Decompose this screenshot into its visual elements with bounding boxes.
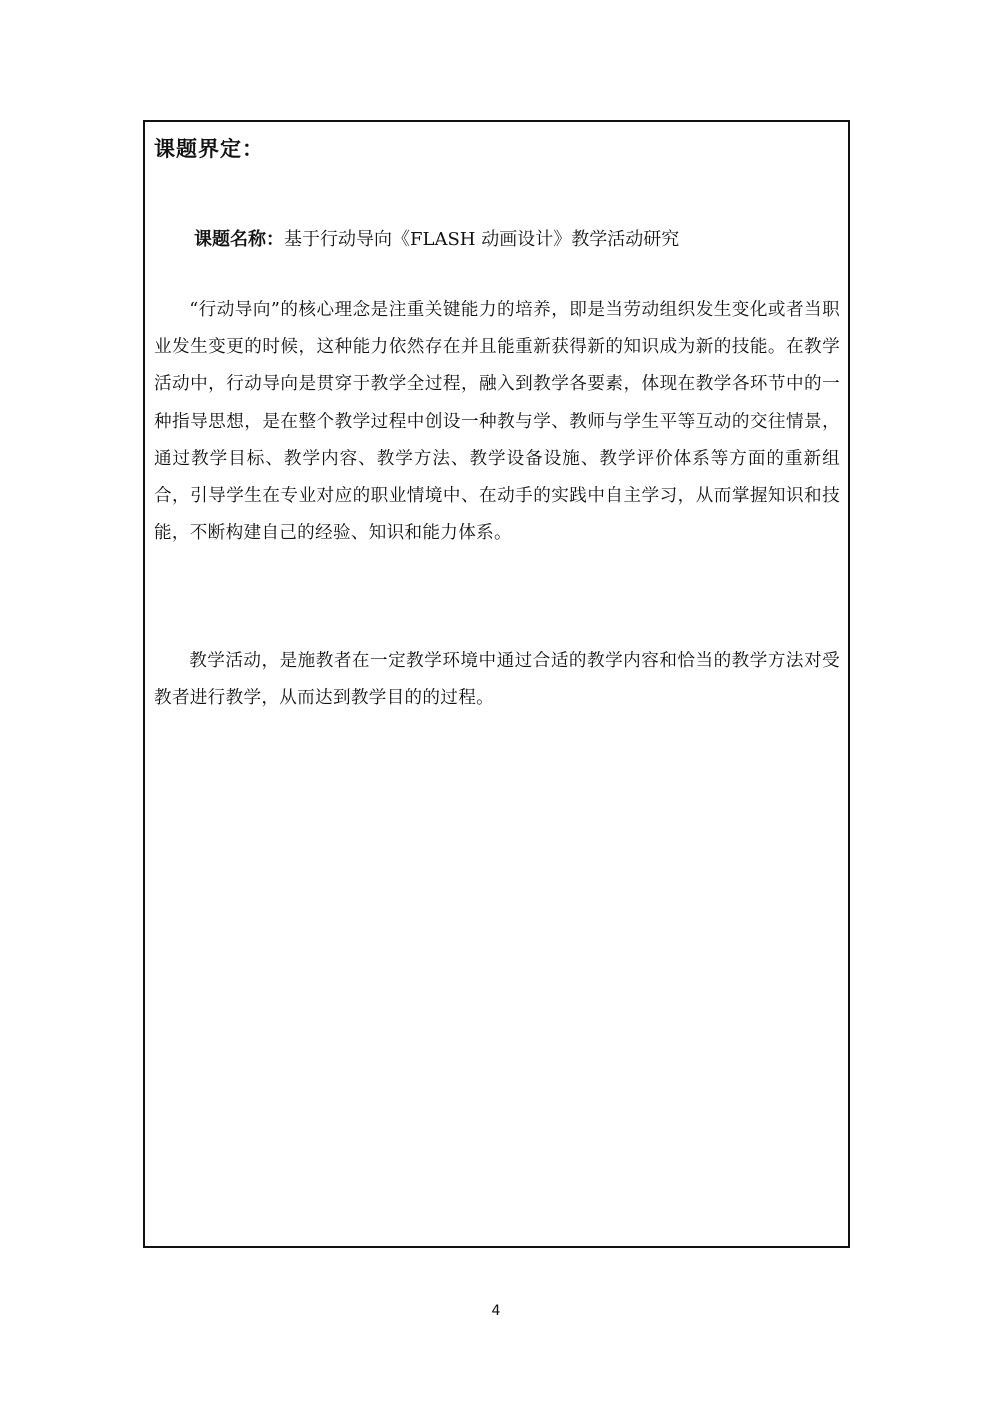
content-frame (143, 120, 850, 1248)
paragraph-action-oriented: “行动导向”的核心理念是注重关键能力的培养，即是当劳动组织发生变化或者当职业发生变更的时候，这种能力依然存在并且能重新获得新的知识成为新的技能。在教学活动中，行动导向是贯穿于教学全过程，融入到教学各要素，体现在教学各环节中的一种指导思想，是在整个教学过程中创设一种教与学、教师与学生平等互动的交往情景，通过教学目标、教学内容、教学方法、教学设备设施、教学评价体系等方面的重新组合，引导学生在专业对应的职业情境中、在动手的实践中自主学习，从而掌握知识和技能，不断构建自己的经验、知识和能力体系。 (154, 300, 840, 544)
paragraph-teaching-activity: 教学活动，是施教者在一定教学环境中通过合适的教学内容和恰当的教学方法对受教者进行教学，从而达到教学目的的过程。 (154, 651, 840, 709)
page-number: 4 (491, 1303, 501, 1319)
topic-label: 课题名称： (194, 229, 284, 250)
topic-line (194, 225, 679, 255)
section-title: 课题界定： (154, 137, 264, 161)
topic-value: 基于行动导向《FLASH 动画设计》教学活动研究 (284, 229, 680, 250)
